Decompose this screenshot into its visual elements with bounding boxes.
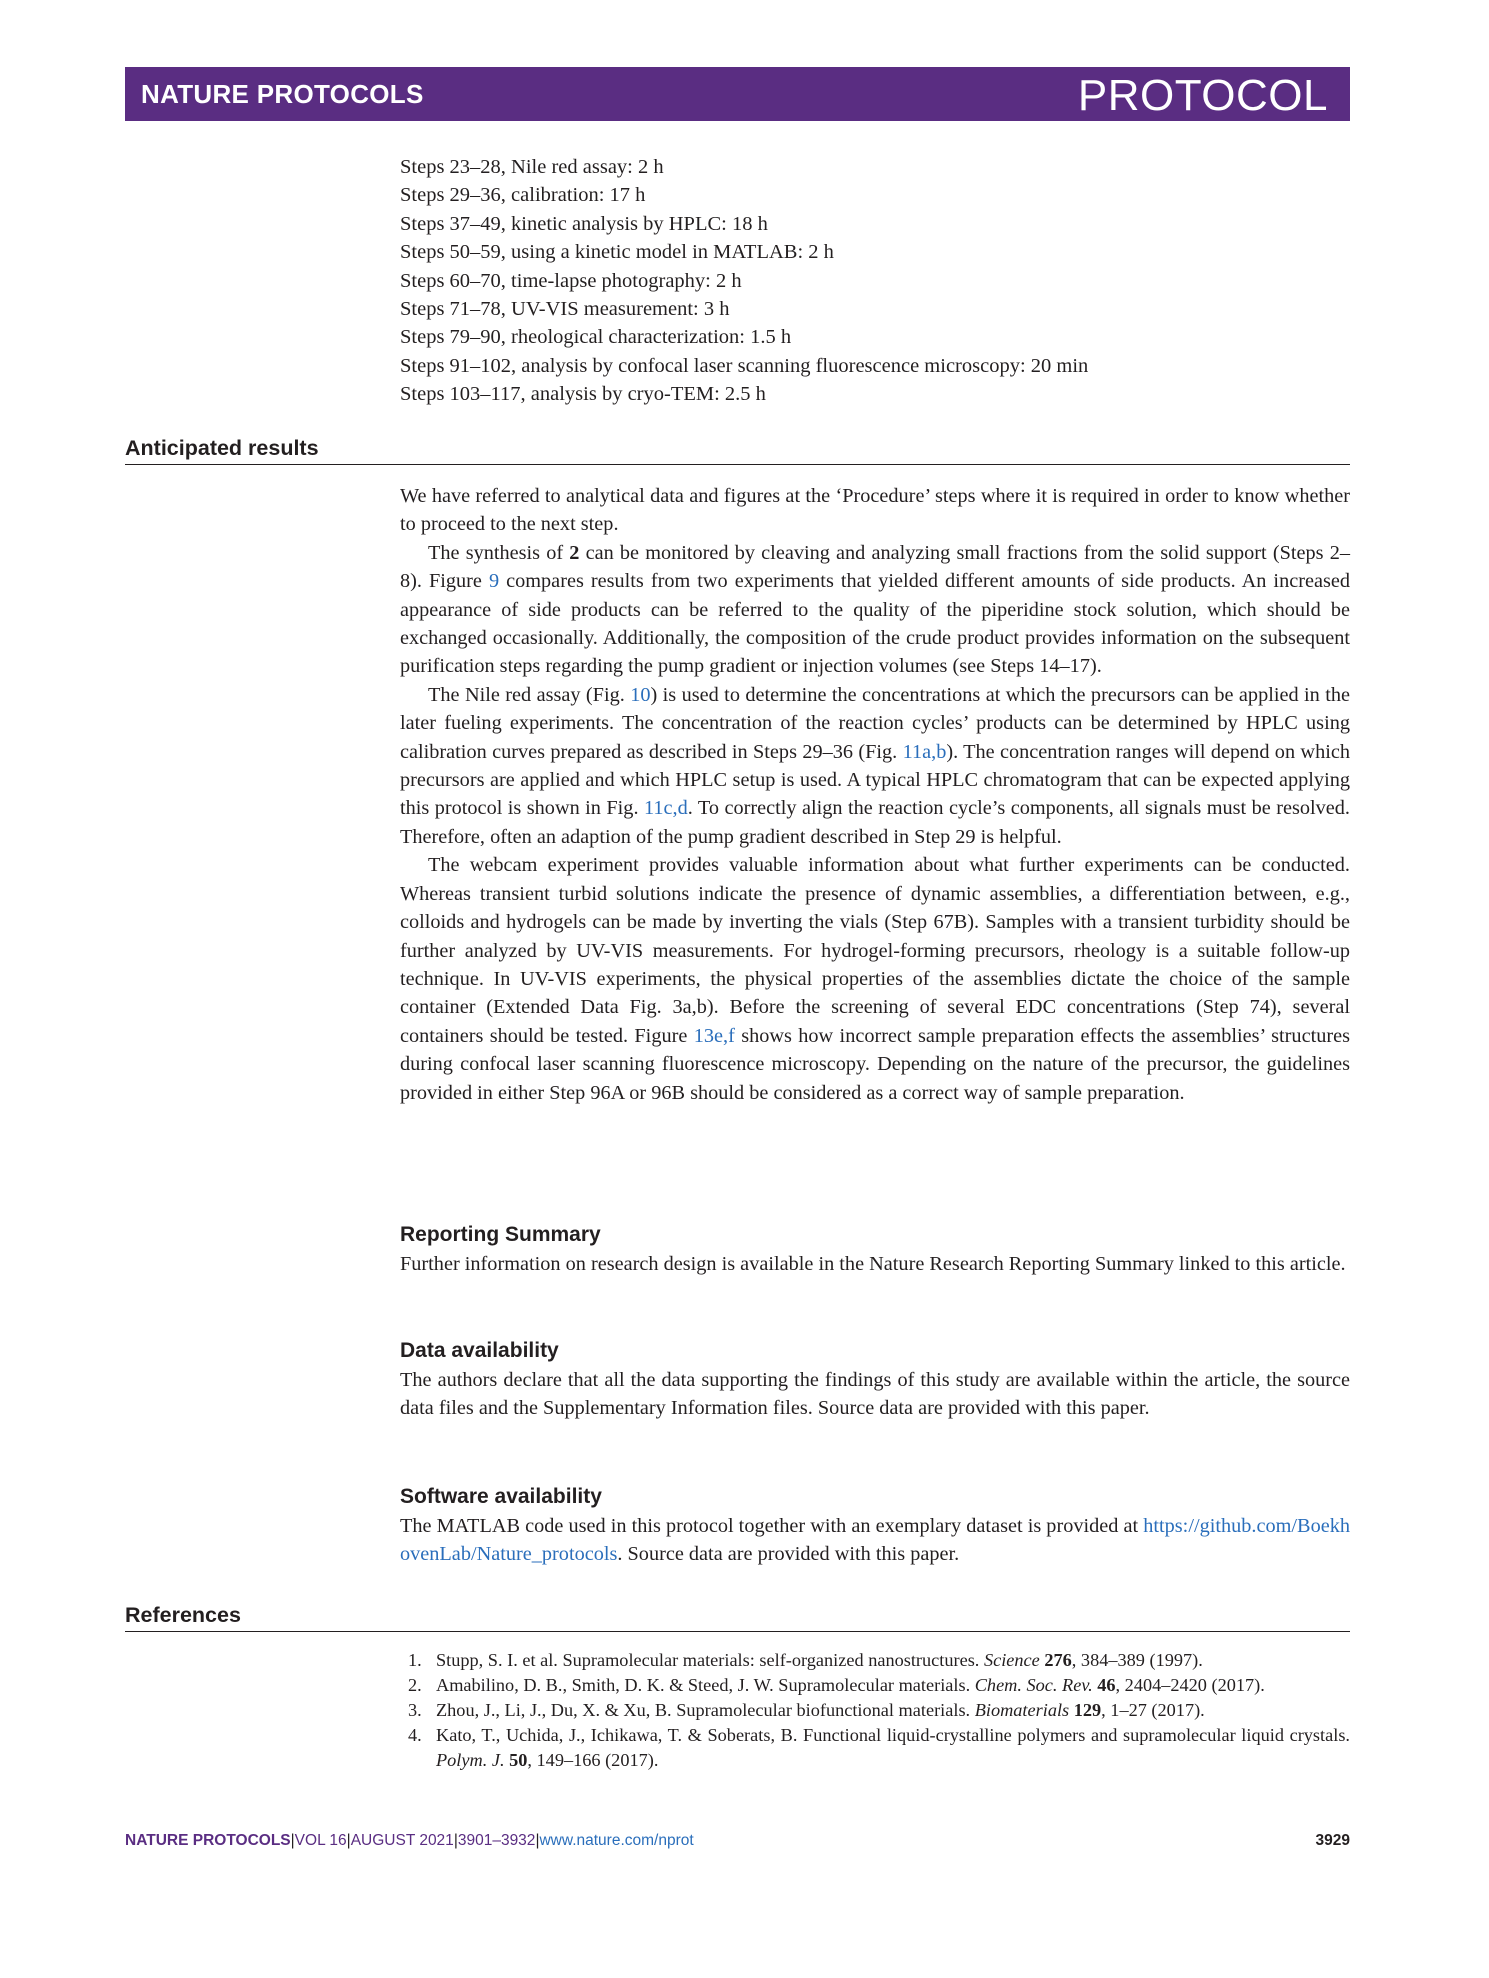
anticipated-results-body [400,482,1350,1107]
reference-item [400,1723,1350,1773]
footer-separator: | [453,1832,458,1849]
software-availability-heading: Software availability [400,1485,602,1508]
reference-text: Stupp, S. I. et al. Supramolecular materials: self-organized nanostructures. [436,1650,984,1670]
figure-link[interactable]: 13e,f [693,1024,735,1047]
timing-item: Steps 23–28, Nile red assay: 2 h [400,156,664,178]
footer-volume: VOL 16 [294,1832,347,1849]
reference-journal: Science [983,1650,1040,1670]
reference-number: 1. [408,1650,422,1670]
paragraph [400,681,1350,851]
footer-separator: | [346,1832,351,1849]
reference-text: Kato, T., Uchida, J., Ichikawa, T. & Soberats, B. Functional liquid-crystalline polymers and supramolecular liquid crystals. [436,1725,1350,1745]
reference-item [400,1648,1350,1673]
reference-item [400,1698,1350,1723]
reference-number: 3. [408,1700,422,1720]
reference-list [400,1648,1350,1773]
timing-item: Steps 50–59, using a kinetic model in MATLAB: 2 h [400,241,834,264]
footer-page-range: 3901–3932 [457,1832,536,1849]
journal-name: NATURE PROTOCOLS [141,79,424,109]
footer-date: AUGUST 2021 [350,1832,454,1849]
reference-pages: , 149–166 (2017). [527,1750,659,1770]
paragraph [400,1512,1350,1569]
anticipated-results-heading: Anticipated results [125,436,1350,465]
reporting-summary-section [400,1220,1350,1278]
text-run: The MATLAB code used in this protocol together with an exemplary dataset is provided at [400,1515,1144,1537]
text-run: ) is used to determine the concentrations at which the precursors can be applied in the later fueling experiments. The concentration of the reaction cycles’ products can be determined by HPLC using calibration curves prepared as described in Steps 29–36 (Fig. [400,683,1350,763]
timing-item: Steps 60–70, time-lapse photography: 2 h [400,269,742,292]
reference-volume: 276 [1044,1650,1072,1670]
paragraph: The authors declare that all the data supporting the findings of this study are available within the article, the source data files and the Supplementary Information files. Source data are provided with this paper. [400,1369,1350,1420]
text-run: . Source data are provided with this paper. [617,1543,960,1566]
timing-item: Steps 37–49, kinetic analysis by HPLC: 18 h [400,212,768,235]
github-link[interactable]: https://github.com/BoekhovenLab/Nature_protocols [400,1515,1350,1566]
text-run: The synthesis of [428,541,570,564]
text-run: . To correctly align the reaction cycle’s components, all signals must be resolved. Therefore, often an adaption of the pump gradient described in Step 29 is helpful. [400,797,1350,848]
reference-journal: Biomaterials [974,1700,1070,1720]
text-run: ). The concentration ranges will depend on which precursors are applied and which HPLC setup is used. A typical HPLC chromatogram that can be expected applying this protocol is shown in Fig. [400,740,1350,820]
text-run: The webcam experiment provides valuable information about what further experiments can be conducted. Whereas transient turbid solutions indicate the presence of dynamic assemblies, a differentiation between, e.g., colloids and hydrogels can be made by inverting the vials (Step 67B). Samples with a transient turbidity should be further analyzed by UV-VIS measurements. For hydrogel-forming precursors, rheology is a suitable follow-up technique. In UV-VIS experiments, the physical properties of the assemblies dictate the choice of the sample container (Extended Data Fig. 3a,b). Before the screening of several EDC concentrations (Step 74), several containers should be tested. Figure [400,854,1350,1047]
reference-pages: , 1–27 (2017). [1101,1700,1205,1720]
timing-item: Steps 29–36, calibration: 17 h [400,184,646,207]
reference-item [400,1673,1350,1698]
footer-citation [125,1832,694,1850]
timing-item: Steps 103–117, analysis by cryo-TEM: 2.5 h [400,383,766,406]
figure-link[interactable]: 11a,b [902,740,947,763]
reference-volume: 50 [509,1750,528,1770]
paragraph [400,851,1350,1107]
reference-text: Amabilino, D. B., Smith, D. K. & Steed, J. W. Supramolecular materials. [436,1675,975,1695]
journal-header-bar [125,67,1350,121]
compound-number: 2 [569,541,580,564]
article-type: PROTOCOL [1077,71,1328,120]
page-number: 3929 [1315,1832,1350,1849]
references-heading: References [125,1603,1350,1632]
timing-item: Steps 91–102, analysis by confocal laser scanning fluorescence microscopy: 20 min [400,354,1089,377]
reference-journal: Chem. Soc. Rev. [974,1675,1093,1695]
reference-pages: , 384–389 (1997). [1071,1650,1203,1670]
data-availability-heading: Data availability [400,1339,559,1362]
text-run: shows how incorrect sample preparation effects the assemblies’ structures during confocal laser scanning fluorescence microscopy. Depending on the nature of the precursor, the guidelines provided in either Step 96A or 96B should be considered as a correct way of sample preparation. [400,1024,1350,1104]
reference-number: 4. [408,1725,422,1745]
reference-number: 2. [408,1675,422,1695]
paragraph: Further information on research design is available in the Nature Research Reporting Summary linked to this article. [400,1253,1346,1275]
footer-journal: NATURE PROTOCOLS [125,1832,291,1849]
page-footer [125,1832,1350,1856]
footer-url-link[interactable]: www.nature.com/nprot [539,1832,694,1849]
footer-separator: | [290,1832,295,1849]
reference-text: Zhou, J., Li, J., Du, X. & Xu, B. Supramolecular biofunctional materials. [436,1700,975,1720]
text-run: compares results from two experiments that yielded different amounts of side products. An increased appearance of side products can be referred to the quality of the piperidine stock solution, which should be exchanged occasionally. Additionally, the composition of the crude product provides information on the subsequent purification steps regarding the pump gradient or injection volumes (see Steps 14–17). [400,570,1351,678]
text-run: The Nile red assay (Fig. [428,683,631,706]
paragraph [400,539,1350,681]
paragraph: We have referred to analytical data and figures at the ‘Procedure’ steps where it is required in order to know whether to proceed to the next step. [400,485,1350,536]
figure-link[interactable]: 10 [630,683,651,706]
footer-separator: | [535,1832,540,1849]
reporting-summary-heading: Reporting Summary [400,1223,601,1246]
timing-item: Steps 71–78, UV-VIS measurement: 3 h [400,298,730,321]
timing-list [400,153,1350,409]
software-availability-section [400,1482,1350,1569]
data-availability-section [400,1336,1350,1423]
timing-item: Steps 79–90, rheological characterization: 1.5 h [400,326,792,349]
text-run: can be monitored by cleaving and analyzing small fractions from the solid support (Steps 2–8). Figure [400,541,1351,593]
reference-volume: 46 [1097,1675,1116,1695]
figure-link[interactable]: 11c,d [643,797,688,820]
reference-pages: , 2404–2420 (2017). [1115,1675,1265,1695]
reference-journal: Polym. J. [436,1750,505,1770]
figure-link[interactable]: 9 [488,570,500,593]
reference-volume: 129 [1073,1700,1102,1720]
